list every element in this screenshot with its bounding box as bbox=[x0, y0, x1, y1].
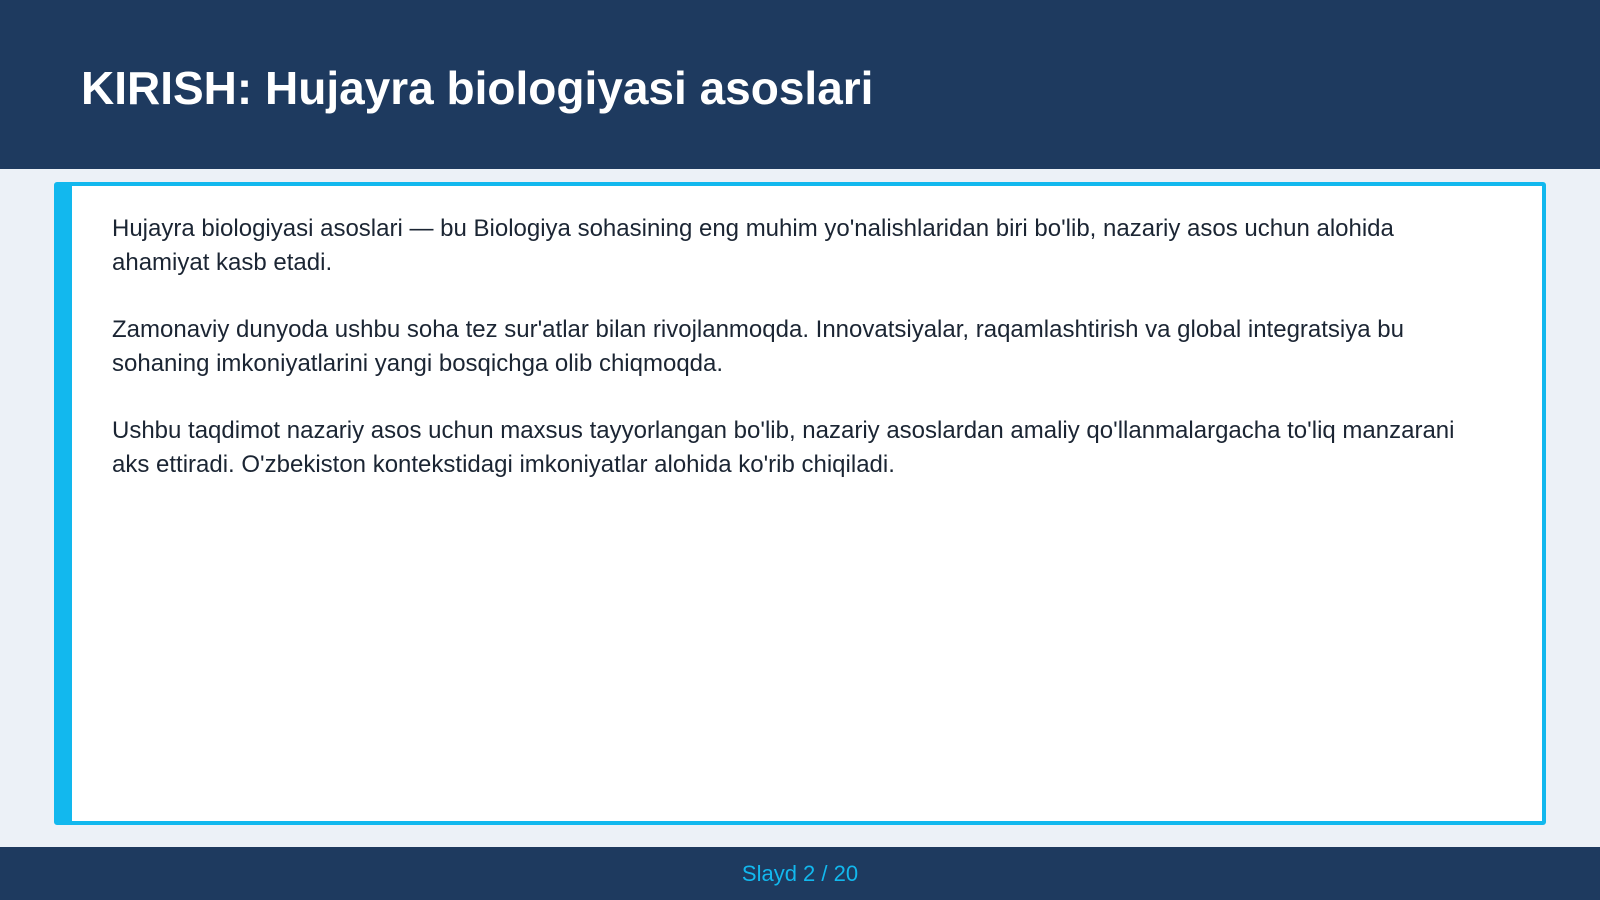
paragraph-1: Hujayra biologiyasi asoslari — bu Biologiya sohasining eng muhim yo'nalishlaridan biri bo'lib, nazariy asos uchun alohida ahamiyat kasb etadi. bbox=[112, 215, 1394, 276]
slide-title: KIRISH: Hujayra biologiyasi asoslari bbox=[81, 62, 874, 114]
content-text bbox=[112, 212, 1482, 515]
slide-counter: Slayd 2 / 20 bbox=[741, 861, 859, 886]
slide-header bbox=[0, 0, 1600, 169]
paragraph-3: Ushbu taqdimot nazariy asos uchun maxsus tayyorlangan bo'lib, nazariy asoslardan amaliy qo'llanmalargacha to'liq manzarani aks ettiradi. O'zbekiston kontekstidagi imkoniyatlar alohida ko'rib chiqiladi. bbox=[112, 417, 1455, 478]
slide-footer bbox=[0, 847, 1600, 900]
content-panel bbox=[54, 182, 1546, 825]
paragraph-2: Zamonaviy dunyoda ushbu soha tez sur'atlar bilan rivojlanmoqda. Innovatsiyalar, raqamlashtirish va global integratsiya bu sohaning imkoniyatlarini yangi bosqichga olib chiqmoqda. bbox=[112, 316, 1404, 377]
